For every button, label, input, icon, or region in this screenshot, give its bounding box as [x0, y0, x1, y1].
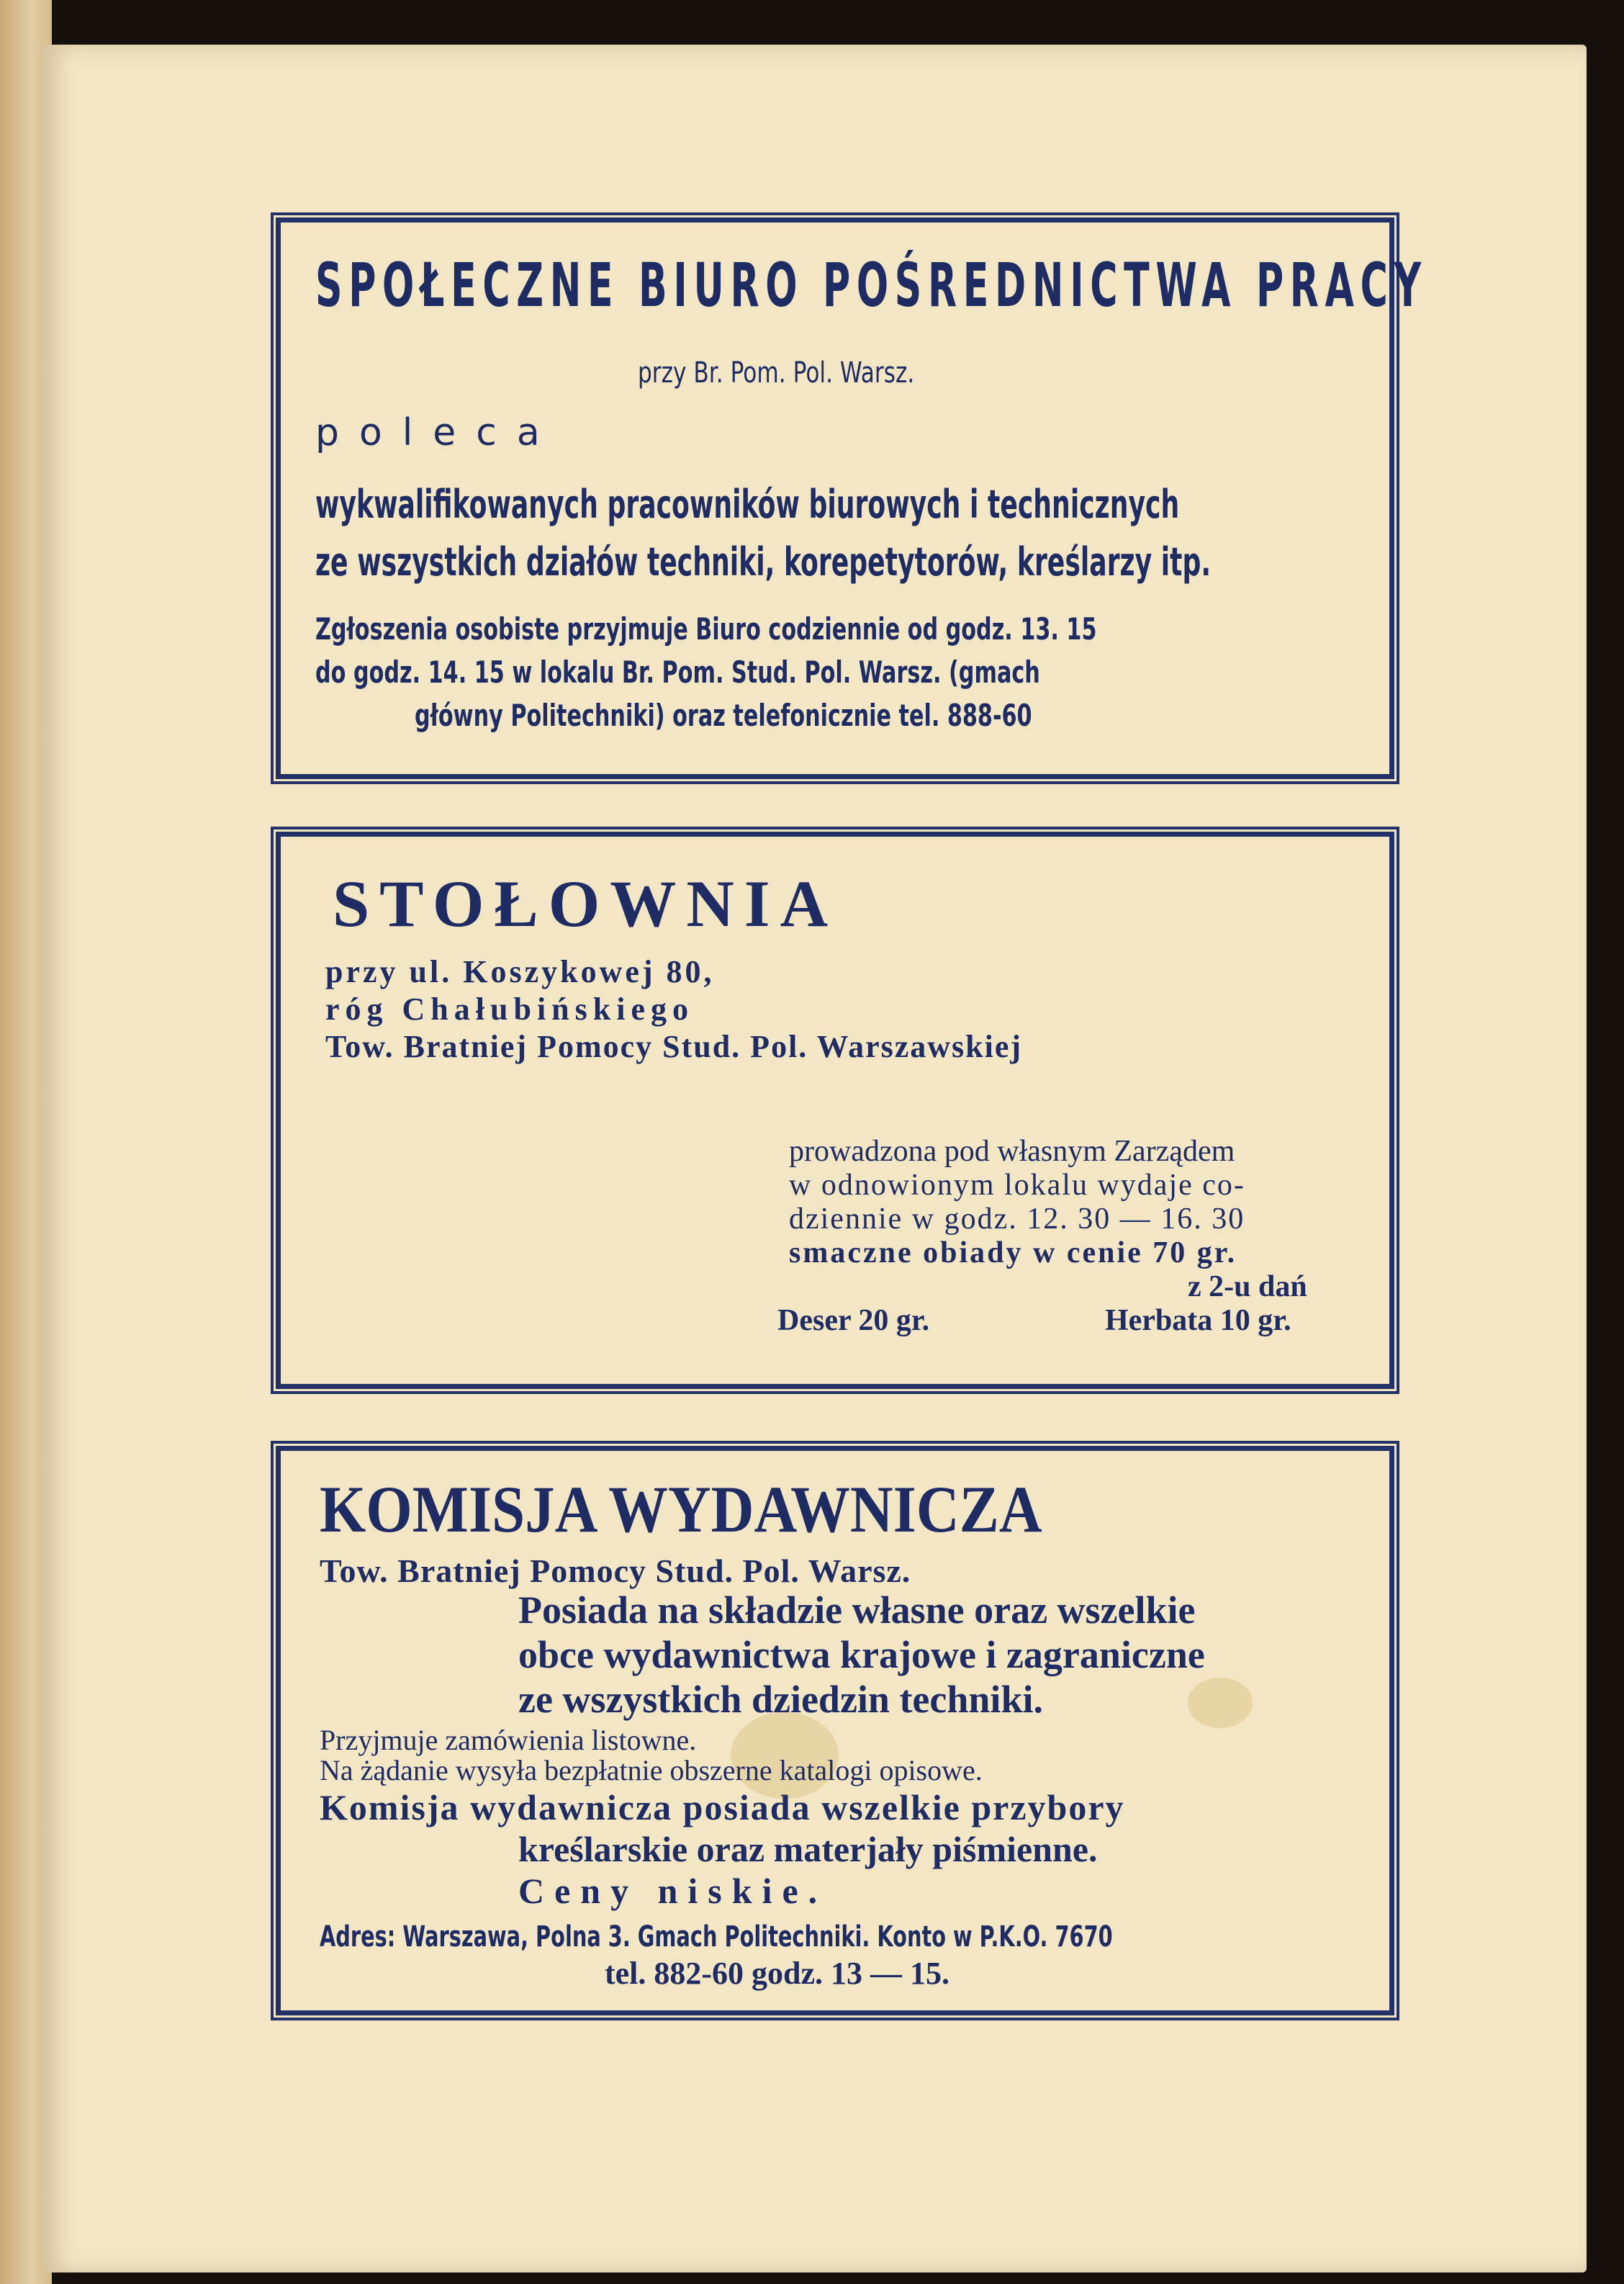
publishing-committee-ad	[276, 1446, 1394, 2015]
ad-text-line: ze wszystkich działów techniki, korepetytorów, kreślarzy itp.	[315, 539, 1212, 585]
ad-info-line: Zgłoszenia osobiste przyjmuje Biuro codziennie od godz. 13. 15	[315, 611, 1097, 647]
ad-price-line: smaczne obiady w cenie 70 gr.	[789, 1236, 1237, 1269]
ad-title: KOMISJA WYDAWNICZA	[320, 1473, 1042, 1546]
ad-text-line: dziennie w godz. 12. 30 — 16. 30	[789, 1202, 1245, 1236]
canteen-ad	[276, 832, 1394, 1389]
ad-text-line: Ceny niskie.	[518, 1871, 828, 1911]
dessert-price: Deser 20 gr.	[777, 1304, 930, 1337]
ad-address: przy ul. Koszykowej 80,	[325, 954, 715, 989]
ad-text-line: Na żądanie wysyła bezpłatnie obszerne katalogi opisowe.	[320, 1754, 983, 1786]
ad-subtitle: przy Br. Pom. Pol. Warsz.	[638, 356, 915, 390]
ad-text-line: Przyjmuje zamówienia listowne.	[320, 1724, 697, 1756]
ad-text-line: w odnowionym lokalu wydaje co-	[789, 1169, 1245, 1202]
ad-text-line: prowadzona pod własnym Zarządem	[789, 1135, 1235, 1168]
ad-text-line: Komisja wydawnicza posiada wszelkie przybory	[320, 1787, 1125, 1827]
ad-price-line: z 2-u dań	[1188, 1270, 1307, 1303]
ad-text-line: obce wydawnictwa krajowe i zagraniczne	[518, 1633, 1205, 1676]
tea-price: Herbata 10 gr.	[1105, 1304, 1291, 1337]
ad-title: STOŁOWNIA	[333, 867, 839, 940]
ad-address: Tow. Bratniej Pomocy Stud. Pol. Warszawskiej	[325, 1029, 1023, 1064]
ad-text-line: kreślarskie oraz materjały piśmienne.	[518, 1829, 1098, 1869]
ad-phone: tel. 882-60 godz. 13 — 15.	[605, 1956, 950, 1991]
employment-office-ad	[276, 217, 1427, 779]
ad-title: SPOŁECZNE BIURO POŚREDNICTWA PRACY	[315, 250, 1427, 320]
ad-info-line: główny Politechniki) oraz telefonicznie tel. 888-60	[415, 698, 1032, 733]
ad-recommends: poleca	[315, 411, 560, 454]
ad-text-line: wykwalifikowanych pracowników biurowych i technicznych	[315, 482, 1180, 527]
ad-address: róg Chałubińskiego	[325, 992, 694, 1027]
ad-info-line: do godz. 14. 15 w lokalu Br. Pom. Stud. Pol. Warsz. (gmach	[315, 655, 1040, 690]
ad-org: Tow. Bratniej Pomocy Stud. Pol. Warsz.	[320, 1552, 911, 1589]
ad-address: Adres: Warszawa, Polna 3. Gmach Politechniki. Konto w P.K.O. 7670	[320, 1920, 1113, 1953]
ad-text-line: ze wszystkich dziedzin techniki.	[518, 1678, 1043, 1721]
ad-text-line: Posiada na składzie własne oraz wszelkie	[518, 1588, 1196, 1632]
